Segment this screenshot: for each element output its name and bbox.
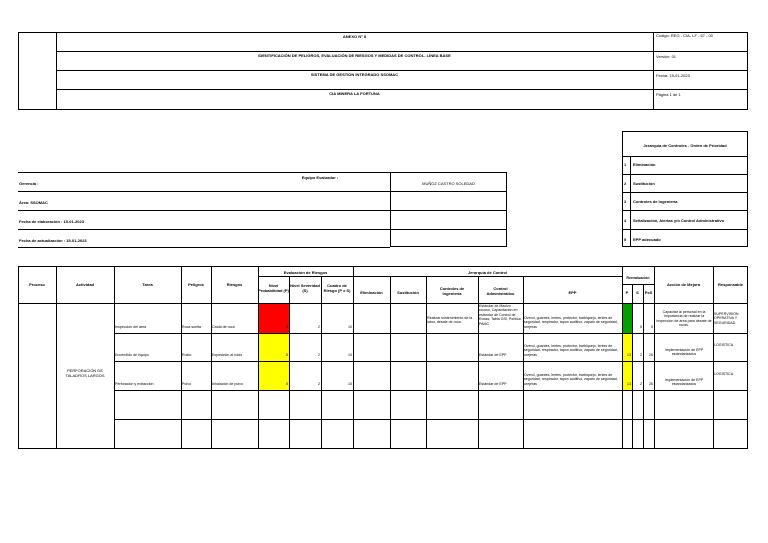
row-1-re-pxs: 5 [651, 325, 653, 329]
col-re-p: P [625, 290, 629, 295]
col-ingenieria: Controles de Ingeniería [439, 286, 465, 296]
col-tarea: Tarea [142, 282, 153, 287]
hierarchy-item-5-label: EPP adecuado [633, 237, 661, 242]
col-responsable: Responsable [718, 282, 743, 287]
row-2-p: 5 [286, 353, 288, 357]
row-1-responsable: SUPERVISIÓN OPERATIVA Y SEGURIDAD [714, 312, 739, 325]
row-2-re-pxs: 26 [649, 353, 653, 357]
row-1-epp: Overol, guantes, lentes, protector, barbiquejo, lentes de seguridad, respirador, tapón auditivo, zapato de seguridad, orejeras [524, 316, 618, 329]
row-3-re-p: 13 [627, 382, 631, 386]
row-1-ingenieria: Realizar sostenimiento de la labor, desate de roca. [427, 316, 473, 325]
row-3-epp: Overol, guantes, lentes, protector, barbiquejo, lentes de seguridad, respirador, tapón auditivo, zapato de seguridad, orejeras [524, 373, 618, 386]
row-3-re-s: 2 [640, 382, 642, 386]
row-1-administrativo: Estándar de Macizo rocoso, Capacitación en estándar de Control de Rocas, Tabla GSI, Política PAMC [479, 304, 521, 326]
document-version: Versión: 01 [656, 54, 677, 59]
header-block [18, 32, 748, 110]
row-1-s: 2 [318, 325, 320, 329]
document-title: IDENTIFICACIÓN DE PELIGROS, EVALUACIÓN DE RIESGOS Y MEDIDAS DE CONTROL- LÍNEA BASE [258, 53, 451, 58]
row-1-p: 5 [286, 325, 288, 329]
col-riesgos: Riesgos [226, 282, 243, 287]
row-2-s: 2 [318, 353, 320, 357]
document-page: Página 1 de 1 [656, 92, 681, 97]
row-1-riesgo: Caída de roca [212, 325, 235, 329]
col-accion: Acción de Mejora [666, 282, 701, 287]
col-nivel-prob: Nivel Probabilidad (P) [258, 283, 289, 293]
col-cuadro: Cuadro de Riesgo (P x S) [323, 283, 351, 293]
row-3-peligro: Polvo [182, 382, 191, 386]
col-evaluacion: Evaluación de Riesgos [283, 270, 328, 275]
row-2-accion: Implementación de EPP estandarizados [664, 348, 704, 357]
evaluator-team-label: Equipo Evaluador : [301, 175, 339, 180]
gerencia-label: Gerencia : [19, 181, 39, 186]
row-3-riesgo: Inhalación de polvo [212, 382, 243, 386]
col-sustitucion: Sustitución [397, 290, 419, 295]
document-code: Código: REG - CIA- LF - 67 - 00 [656, 33, 713, 38]
hierarchy-item-1-number: 1 [624, 162, 627, 167]
hierarchy-item-4-number: 4 [624, 218, 627, 223]
row-1-re-s: 5 [640, 325, 642, 329]
hierarchy-item-2-label: Sustitución [633, 181, 655, 186]
hierarchy-item-3-number: 3 [624, 199, 627, 204]
row-1-tarea: Inspección del área [115, 325, 147, 329]
hierarchy-item-5-number: 5 [624, 237, 627, 242]
row-3-responsable: LOGÍSTICA [714, 372, 734, 376]
row-2-pxs: 10 [348, 353, 352, 357]
col-actividad: Actividad [75, 282, 94, 287]
row-1-peligro: Roca suelta [182, 325, 201, 329]
row-2-re-p: 13 [627, 353, 631, 357]
update-date: Fecha de actualización : 15-01-2023 [19, 238, 87, 243]
annex-title: ANEXO N° 8 [342, 34, 367, 39]
row-3-administrativo: Estándar de EPP [479, 382, 507, 386]
hierarchy-title: Jerarquía de Controles - Orden de Prioridad [643, 143, 727, 148]
row-2-responsable: LOGÍSTICA [714, 343, 734, 347]
col-re-pxs: PxS [644, 290, 653, 295]
col-proceso: Proceso [29, 282, 45, 287]
row-3-accion: Implementación de EPP estandarizados [664, 378, 704, 387]
activity-cell: PERFORACIÓN DE TALADROS LARGOS [65, 368, 105, 378]
reevaluation-swatch-row-1 [623, 304, 632, 333]
hierarchy-item-2-number: 2 [624, 181, 627, 186]
row-2-peligro: Ruido [182, 353, 192, 357]
col-eliminacion: Eliminación [360, 290, 383, 295]
col-reevaluacion: Reevaluación [626, 276, 650, 280]
col-jerarquia: Jerarquía de Control [467, 270, 508, 275]
hierarchy-item-3-label: Controles de Ingeniería [633, 199, 678, 204]
col-epp: EPP [568, 290, 577, 295]
col-administrativo: Control Administrativo [486, 286, 515, 296]
row-2-epp: Overol, guantes, lentes, protector, barbiquejo, lentes de seguridad, respirador, tapón auditivo, zapato de seguridad, orejeras [524, 344, 618, 357]
row-1-accion: Capacitar al personal en la importancia de realizar la inspección de área para desate de rocas. [656, 310, 712, 328]
row-2-administrativo: Estándar de EPP [479, 353, 507, 357]
col-nivel-sev: Nivel Severidad (S) [290, 283, 320, 293]
row-3-pxs: 10 [348, 382, 352, 386]
system-title: SISTEMA DE GESTIÓN INTEGRADO SSOMAC [310, 72, 399, 77]
row-3-p: 5 [286, 382, 288, 386]
hierarchy-item-4-label: Señalización, Alertas y/o Control Administrativo [633, 218, 725, 223]
row-3-re-pxs: 26 [649, 382, 653, 386]
row-1-pxs: 10 [348, 325, 352, 329]
row-2-re-s: 2 [640, 353, 642, 357]
row-2-riesgo: Exposición al ruido [212, 353, 243, 357]
document-date: Fecha: 15-01-2023 [656, 73, 690, 78]
row-2-tarea: Encendido de equipo [115, 353, 149, 357]
area-label: Área: SSOMAC [19, 200, 48, 205]
company-title: CIA MINERA LA FORTUNA [329, 91, 380, 96]
hierarchy-item-1-label: Eliminación [633, 162, 656, 167]
col-peligros: Peligros [188, 282, 204, 287]
row-3-tarea: Perforación y extracción [115, 382, 154, 386]
evaluator-member: MUÑOZ CASTRO SOLEDAD [422, 181, 475, 186]
col-re-s: S [636, 290, 639, 295]
elaboration-date: Fecha de elaboración : 15-01-2023 [19, 219, 84, 224]
row-3-s: 2 [318, 382, 320, 386]
